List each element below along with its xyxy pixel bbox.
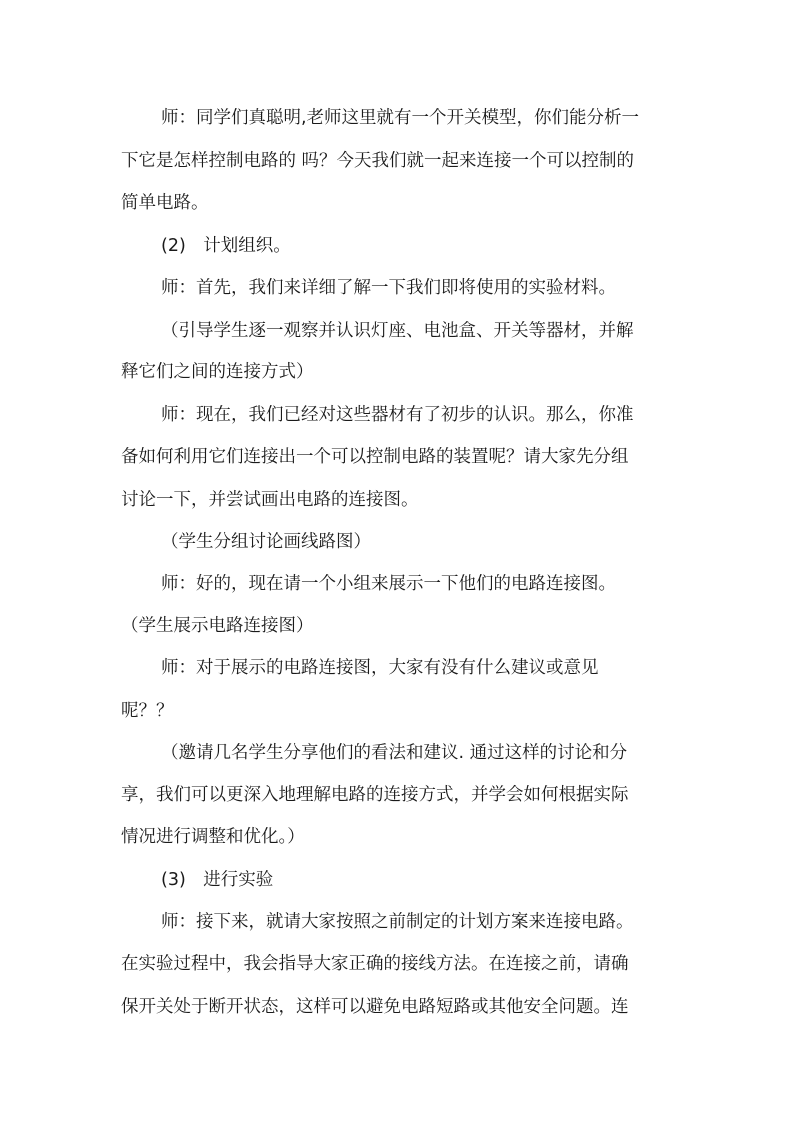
text-line: 师：同学们真聪明,老师这里就有一个开关模型，你们能分析一 <box>161 108 640 128</box>
text-line: 师：现在，我们已经对这些器材有了初步的认识。那么，你准 <box>161 405 634 425</box>
text-line: 呢？？ <box>121 701 174 721</box>
text-line: （引导学生逐一观察并认识灯座、电池盒、开关等器材，并解 <box>161 321 634 341</box>
text-line: 师：对于展示的电路连接图，大家有没有什么建议或意见 <box>161 658 599 678</box>
section-heading: (3) 进行实验 <box>161 870 274 890</box>
text-line: （学生分组讨论画线路图） <box>161 532 371 552</box>
text-line: 享，我们可以更深入地理解电路的连接方式，并学会如何根据实际 <box>121 785 629 805</box>
text-line: 保开关处于断开状态，这样可以避免电路短路或其他安全问题。连 <box>121 997 629 1017</box>
text-line: 讨论一下，并尝试画出电路的连接图。 <box>121 490 419 510</box>
text-line: （邀请几名学生分享他们的看法和建议. 通过这样的讨论和分 <box>161 743 628 763</box>
text-line: 师：首先，我们来详细了解一下我们即将使用的实验材料。 <box>161 278 616 298</box>
text-line: 备如何利用它们连接出一个可以控制电路的装置呢？请大家先分组 <box>121 447 629 467</box>
text-line: 简单电路。 <box>121 193 209 213</box>
text-line: 下它是怎样控制电路的 吗？今天我们就一起来连接一个可以控制的 <box>121 151 635 171</box>
text-line: （学生展示电路连接图） <box>121 616 314 636</box>
text-line: 师：好的，现在请一个小组来展示一下他们的电路连接图。 <box>161 574 616 594</box>
text-line: 情况进行调整和优化。） <box>121 827 305 847</box>
text-line: 师：接下来，就请大家按照之前制定的计划方案来连接电路。 <box>161 912 634 932</box>
section-heading: (2) 计划组织。 <box>161 236 291 256</box>
text-line: 释它们之间的连接方式） <box>121 362 314 382</box>
text-line: 在实验过程中，我会指导大家正确的接线方法。在连接之前，请确 <box>121 954 629 974</box>
